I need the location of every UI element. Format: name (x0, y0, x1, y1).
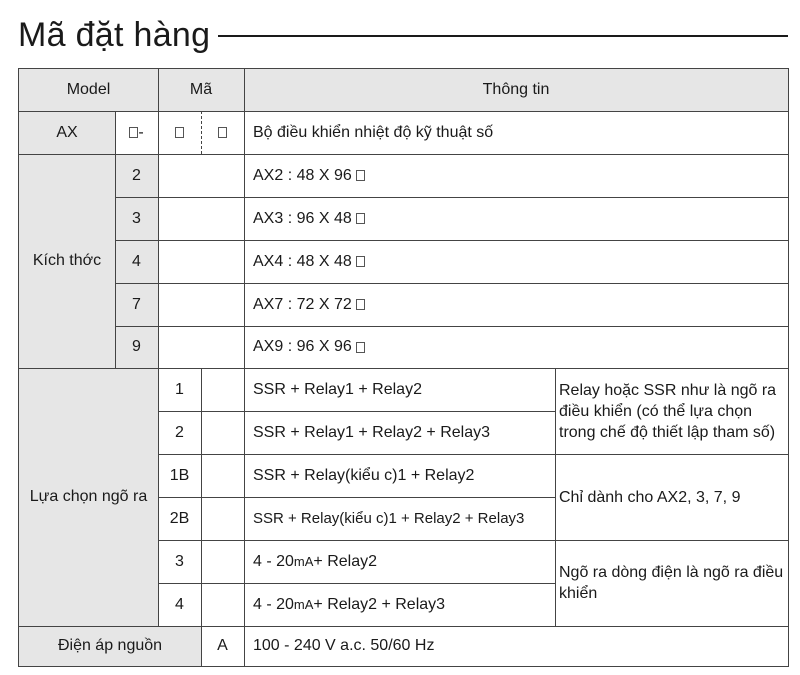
header-info: Thông tin (482, 81, 550, 98)
size-info-text: AX7 : 72 X 72 (253, 295, 352, 313)
grid-line (115, 111, 116, 368)
output-code: 1 (175, 380, 184, 398)
size-info (244, 283, 788, 326)
size-code: 2 (132, 166, 141, 184)
placeholder-box-icon (175, 127, 184, 138)
output-info (244, 583, 555, 626)
note-relay-ssr: Relay hoặc SSR như là ngõ ra điều khiển (có thể lựa chọn trong chế độ thiết lập tham số) (559, 381, 777, 441)
placeholder-box-icon (218, 127, 227, 138)
grid-line (555, 368, 556, 626)
placeholder-box-icon (356, 256, 365, 267)
note-models: Chỉ dành cho AX2, 3, 7, 9 (559, 488, 741, 506)
grid-line (158, 540, 788, 541)
placeholder-box-icon (129, 127, 138, 138)
output-code: 3 (175, 552, 184, 570)
grid-line-dashed (201, 111, 202, 154)
title-row (18, 10, 788, 60)
size-code: 9 (132, 338, 141, 355)
output-code: 2B (169, 509, 190, 527)
grid-line (115, 283, 788, 284)
size-info-text: AX4 : 48 X 48 (253, 252, 352, 270)
size-label: Kích thớc (32, 252, 102, 269)
size-info (244, 154, 788, 197)
size-code: 3 (132, 209, 141, 227)
header-ma: Mã (189, 81, 213, 98)
placeholder-box-icon (356, 299, 365, 310)
grid-line (115, 326, 788, 327)
output-label: Lựa chọn ngõ ra (29, 488, 148, 505)
relay-text: + Relay2 + Relay3 (313, 595, 446, 613)
size-info-text: AX3 : 96 X 48 (253, 209, 352, 227)
model-info: Bộ điều khiển nhiệt độ kỹ thuật số (253, 123, 494, 141)
size-info-text: AX9 : 96 X 96 (253, 338, 352, 355)
grid-line (201, 368, 202, 666)
grid-line (19, 368, 788, 369)
model-code-3 (201, 111, 244, 154)
grid-line (158, 497, 555, 498)
size-code: 7 (132, 295, 141, 313)
page-title: Mã đặt hàng (18, 16, 211, 54)
current-range: 4 - 20 (253, 552, 294, 570)
output-info: SSR + Relay(kiểu c)1 + Relay2 (253, 466, 475, 484)
grid-line (158, 454, 788, 455)
grid-line (19, 111, 788, 112)
power-info: 100 - 240 V a.c. 50/60 Hz (253, 637, 435, 654)
size-info (244, 240, 788, 283)
output-info: SSR + Relay1 + Relay2 (253, 380, 422, 398)
power-code: A (217, 637, 228, 654)
grid-line (158, 583, 555, 584)
placeholder-box-icon (356, 342, 365, 353)
output-info (244, 540, 555, 583)
power-label: Điện áp nguồn (57, 637, 163, 654)
output-code: 1B (169, 466, 190, 484)
grid-line (115, 197, 788, 198)
model-ax: AX (56, 123, 78, 141)
title-rule (218, 35, 788, 37)
grid-line (158, 411, 555, 412)
current-range: 4 - 20 (253, 595, 294, 613)
order-code-table (18, 68, 789, 667)
size-code: 4 (132, 252, 141, 270)
output-code: 4 (175, 595, 184, 613)
current-unit: mA (293, 554, 314, 569)
grid-line (19, 626, 788, 627)
output-info: SSR + Relay1 + Relay2 + Relay3 (253, 423, 491, 441)
output-info: SSR + Relay(kiểu c)1 + Relay2 + Relay3 (253, 510, 525, 527)
relay-text: + Relay2 (313, 552, 378, 570)
header-model: Model (66, 81, 111, 98)
note-current-output: Ngõ ra dòng điện là ngõ ra điều khiển (559, 564, 784, 602)
size-info-text: AX2 : 48 X 96 (253, 166, 352, 184)
size-info (244, 197, 788, 240)
output-code: 2 (175, 423, 184, 441)
size-info (244, 326, 788, 368)
grid-line (158, 69, 159, 626)
grid-line (244, 69, 245, 666)
dash: - (138, 123, 144, 141)
placeholder-box-icon (356, 170, 365, 181)
placeholder-box-icon (356, 213, 365, 224)
current-unit: mA (293, 597, 314, 612)
grid-line (19, 154, 788, 155)
grid-line (115, 240, 788, 241)
model-code-1 (115, 111, 158, 154)
model-code-2 (158, 111, 201, 154)
